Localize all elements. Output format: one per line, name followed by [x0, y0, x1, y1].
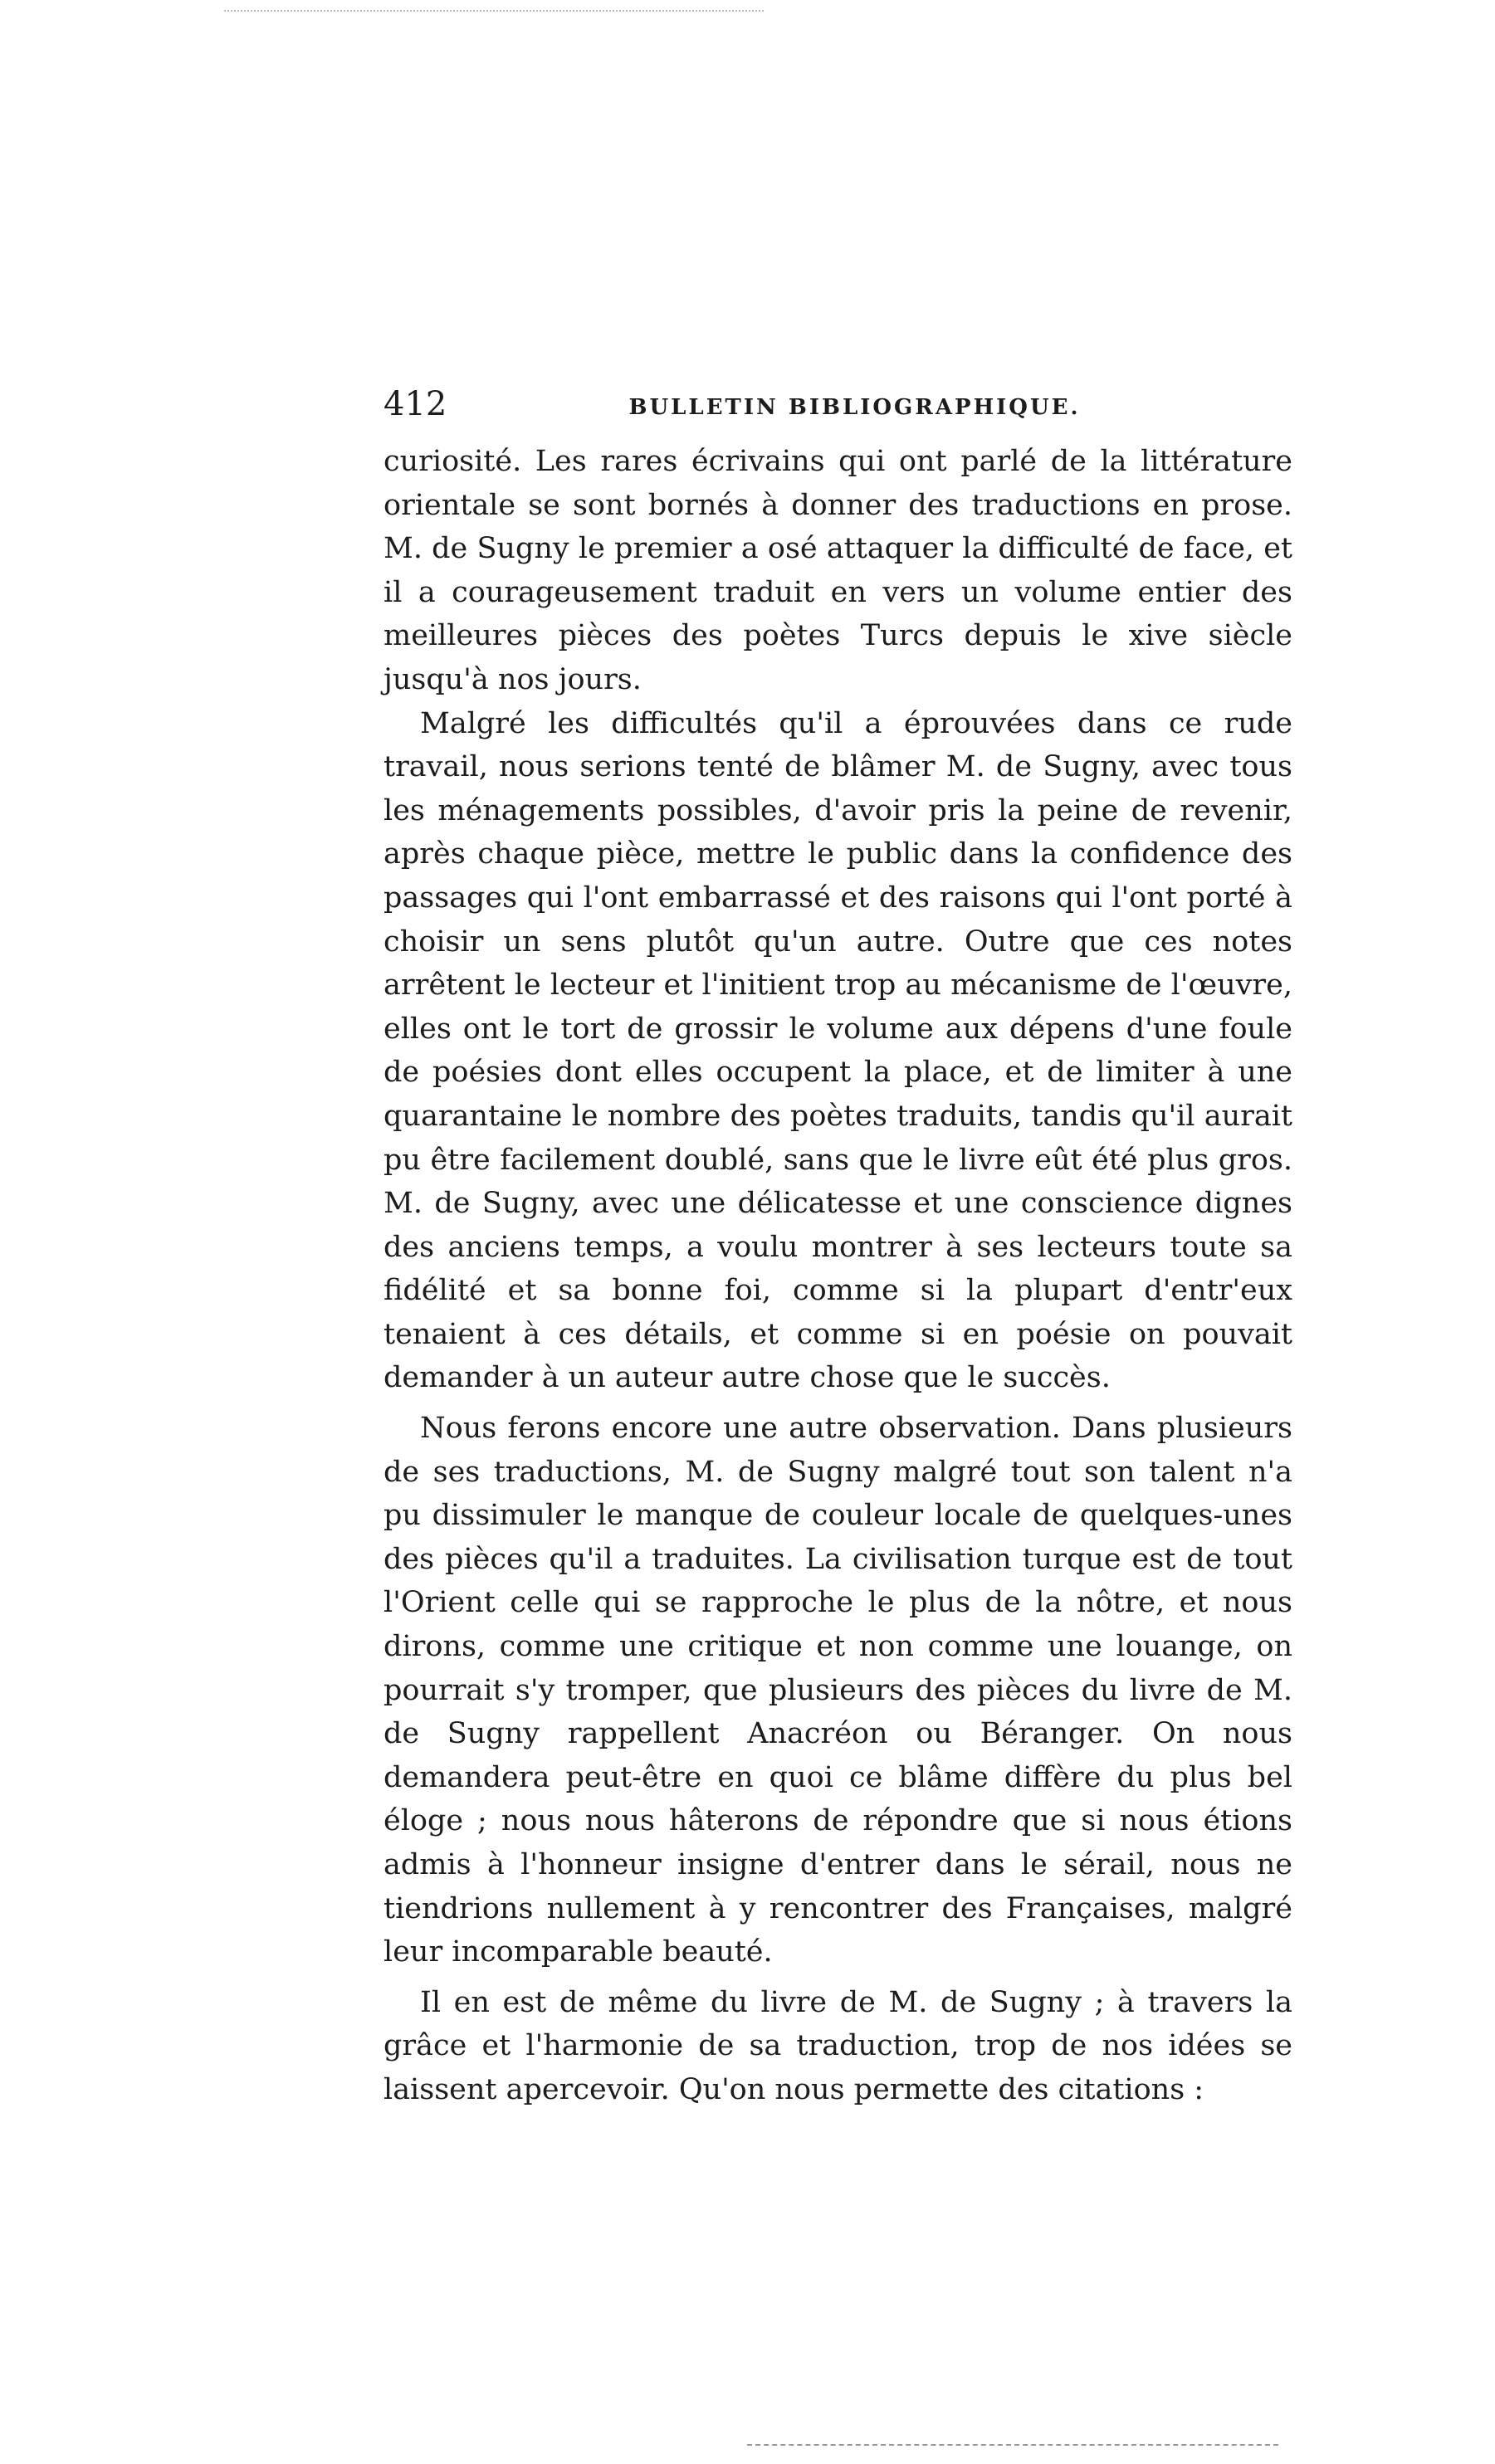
- page-number: 412: [384, 385, 447, 423]
- running-head: BULLETIN BIBLIOGRAPHIQUE.: [628, 395, 1081, 420]
- paragraph-1: curiosité. Les rares écrivains qui ont parlé de la littérature orientale se sont bornés à donner des traductions en prose. M. de Sugny le premier a osé attaquer la difficulté de face, et il a courageusement traduit en vers un volume entier des meilleures pièces des poètes Turcs depuis le xive siècle jusqu'à nos jours.: [384, 445, 1292, 696]
- body-text: [384, 440, 1292, 2112]
- paragraph-4: Il en est de même du livre de M. de Sugny ; à travers la grâce et l'harmonie de sa traduction, trop de nos idées se laissent apercevoir. Qu'on nous permette des citations :: [384, 1985, 1292, 2106]
- bottom-edge-specks: [747, 2444, 1278, 2446]
- top-edge-specks: [224, 10, 764, 12]
- paragraph-2: Malgré les difficultés qu'il a éprouvées dans ce rude travail, nous serions tenté de blâmer M. de Sugny, avec tous les ménagements possibles, d'avoir pris la peine de revenir, après chaque pièce, mettre le public dans la confidence des passages qui l'ont embarrassé et des raisons qui l'ont porté à choisir un sens plutôt qu'un autre. Outre que ces notes arrêtent le lecteur et l'initient trop au mécanisme de l'œuvre, elles ont le tort de grossir le volume aux dépens d'une foule de poésies dont elles occupent la place, et de limiter à une quarantaine le nombre des poètes traduits, tandis qu'il aurait pu être facilement doublé, sans que le livre eût été plus gros. M. de Sugny, avec une délicatesse et une conscience dignes des anciens temps, a voulu montrer à ses lecteurs toute sa fidélité et sa bonne foi, comme si la plupart d'entr'eux tenaient à ces détails, et comme si en poésie on pouvait demander à un auteur autre chose que le succès.: [384, 706, 1292, 1395]
- paragraph-3: Nous ferons encore une autre observation. Dans plusieurs de ses traductions, M. de Sugny malgré tout son talent n'a pu dissimuler le manque de couleur locale de quelques-unes des pièces qu'il a traduites. La civilisation turque est de tout l'Orient celle qui se rapproche le plus de la nôtre, et nous dirons, comme une critique et non comme une louange, on pourrait s'y tromper, que plusieurs des pièces du livre de M. de Sugny rappellent Anacréon ou Béranger. On nous demandera peut-être en quoi ce blâme diffère du plus bel éloge ; nous nous hâterons de répondre que si nous étions admis à l'honneur insigne d'entrer dans le sérail, nous ne tiendrions nullement à y rencontrer des Françaises, malgré leur incomparable beauté.: [384, 1412, 1292, 1969]
- page-header: [384, 383, 1292, 425]
